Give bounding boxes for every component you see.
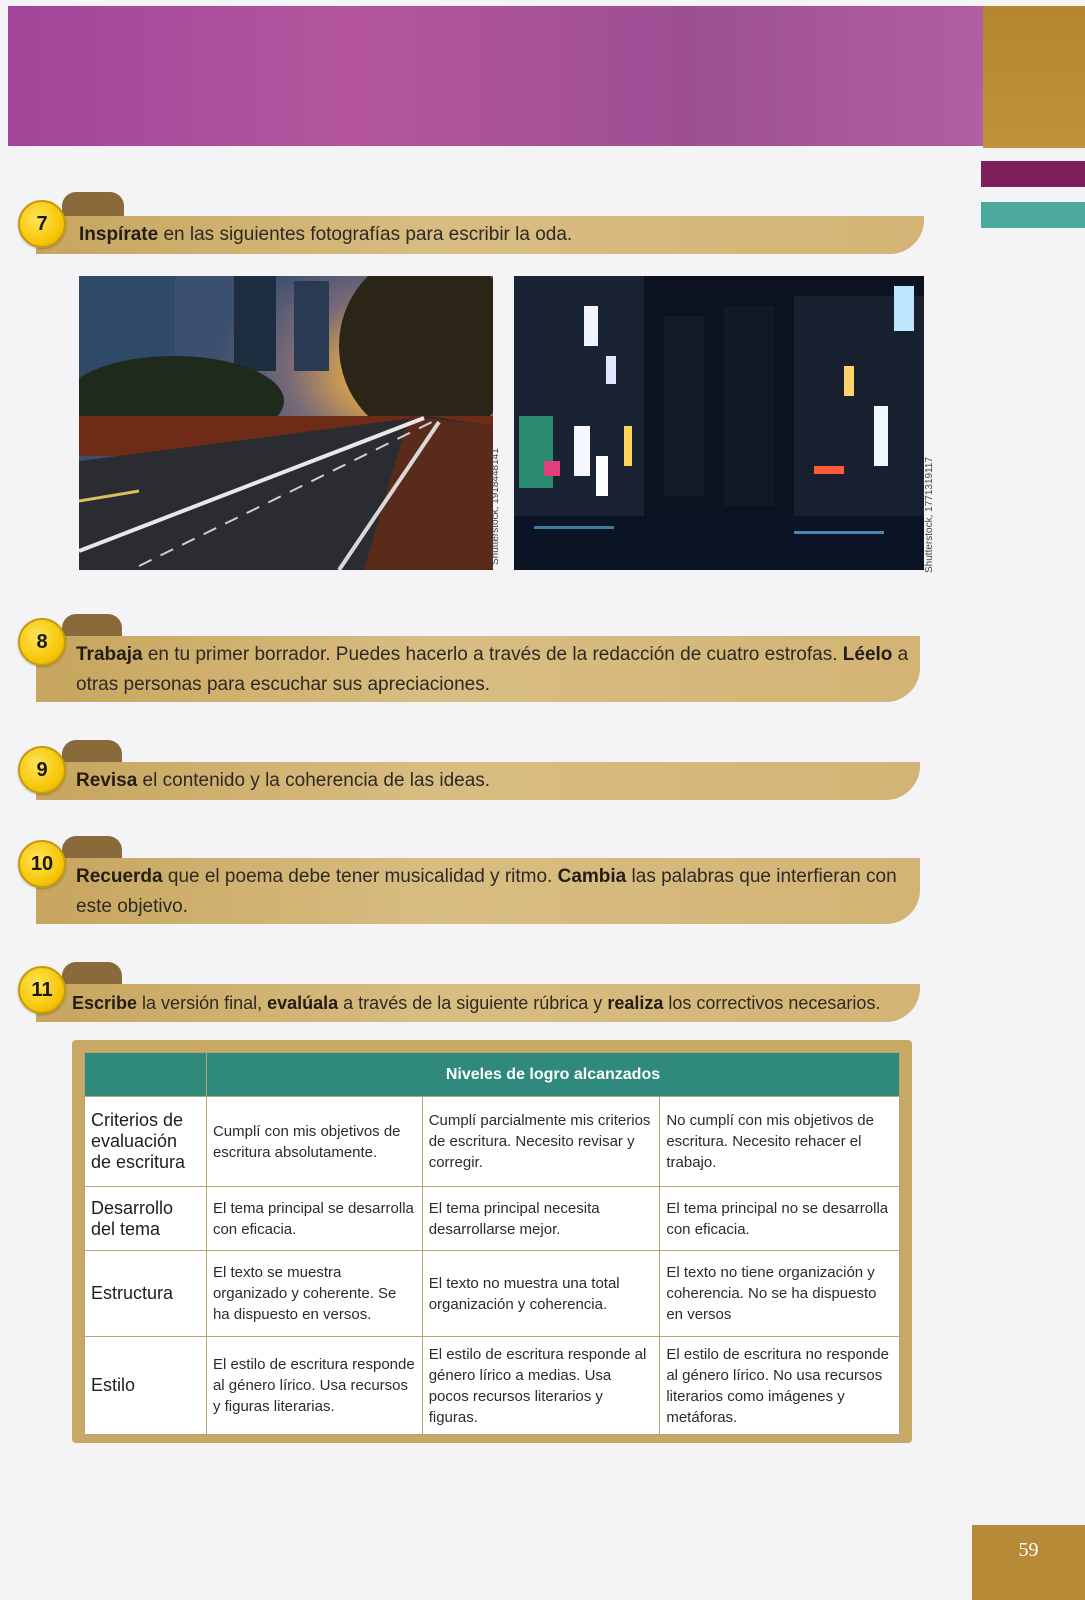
activity-7-number-badge <box>18 200 66 248</box>
rubric-cell-level-2: El texto no muestra una total organización y coherencia. <box>422 1251 660 1337</box>
rubric-criterion: Estilo <box>85 1337 207 1435</box>
activity-10-number-badge <box>18 840 66 888</box>
rubric-header-row <box>85 1053 900 1097</box>
activity-10-number: 10 <box>30 852 54 875</box>
photo-credit-right: Shutterstock, 1771319117 <box>924 456 935 573</box>
activity-10-bar <box>36 858 920 924</box>
city-sunset-road-image <box>79 276 493 570</box>
rubric-cell-level-2: Cumplí parcialmente mis criterios de escritura. Necesito revisar y corregir. <box>422 1097 660 1187</box>
rubric-header-title: Niveles de logro alcanzados <box>206 1053 899 1097</box>
activity-8-bold-a: Trabaja <box>76 644 143 665</box>
activity-11-bold-c: realiza <box>607 993 664 1013</box>
rubric-criterion: Criterios de evaluación de escritura <box>85 1097 207 1187</box>
rubric-cell-level-1: El tema principal se desarrolla con eficacia. <box>206 1187 422 1251</box>
activity-9-bold: Revisa <box>76 770 138 791</box>
neon-city-image <box>514 276 924 570</box>
rubric-cell-level-1: El estilo de escritura responde al género lírico. Usa recursos y figuras literarias. <box>206 1337 422 1435</box>
activity-11-text-b: a través de la siguiente rúbrica y <box>338 993 608 1013</box>
activity-8-text-b: a otras personas para escuchar sus apreciaciones. <box>76 644 909 695</box>
activity-10-bold-b: Cambia <box>557 866 627 887</box>
photo-credit-left: Shutterstock, 1918448141 <box>490 448 501 565</box>
activity-10-text-b: las palabras que interfieran con este objetivo. <box>76 866 897 917</box>
activity-9-number: 9 <box>36 758 48 781</box>
section-tab-teal <box>981 202 1085 228</box>
activity-7-tab <box>62 192 124 218</box>
rubric-header-empty <box>85 1053 207 1097</box>
activity-11-number: 11 <box>31 978 53 1001</box>
activity-8-bar <box>36 636 920 702</box>
activity-7-number: 7 <box>36 212 48 235</box>
activity-10-bold-a: Recuerda <box>76 866 163 887</box>
rubric-cell-level-2: El tema principal necesita desarrollarse mejor. <box>422 1187 660 1251</box>
activity-11-bold-b: evalúala <box>267 993 339 1013</box>
activity-11-text-a: la versión final, <box>137 993 268 1013</box>
rubric-cell-level-3: El texto no tiene organización y coherencia. No se ha dispuesto en versos <box>660 1251 900 1337</box>
rubric-cell-level-2: El estilo de escritura responde al género lírico a medias. Usa pocos recursos literarios y figuras. <box>422 1337 660 1435</box>
activity-11-bar <box>36 984 920 1022</box>
rubric-cell-level-1: Cumplí con mis objetivos de escritura absolutamente. <box>206 1097 422 1187</box>
activity-7-text: en las siguientes fotografías para escribir la oda. <box>158 224 573 245</box>
activity-11-text-c: los correctivos necesarios. <box>663 993 881 1013</box>
rubric-criterion: Desarrollo del tema <box>85 1187 207 1251</box>
activity-9-number-badge <box>18 746 66 794</box>
activity-8-text-a: en tu primer borrador. Puedes hacerlo a través de la redacción de cuatro estrofas. <box>142 644 843 665</box>
rubric-cell-level-3: No cumplí con mis objetivos de escritura. Necesito rehacer el trabajo. <box>660 1097 900 1187</box>
activity-10-text-a: que el poema debe tener musicalidad y ritmo. <box>162 866 558 887</box>
rubric-cell-level-3: El estilo de escritura no responde al género lírico. No usa recursos literarios como imágenes y metáforas. <box>660 1337 900 1435</box>
activity-8-bold-b: Léelo <box>842 644 893 665</box>
city-sunset-road-photo <box>79 276 493 570</box>
activity-11-bold-a: Escribe <box>72 993 138 1013</box>
activity-9-bar <box>36 762 920 800</box>
section-tab-purple <box>981 161 1085 187</box>
activity-9-text: el contenido y la coherencia de las ideas. <box>137 770 491 791</box>
neon-city-photo <box>514 276 924 570</box>
header-color-band <box>8 6 983 146</box>
activity-8-number: 8 <box>36 630 48 653</box>
rubric-row <box>85 1187 900 1251</box>
corner-gold-block <box>983 6 1085 148</box>
activity-8-number-badge <box>18 618 66 666</box>
rubric-row <box>85 1097 900 1187</box>
rubric-table <box>84 1052 900 1435</box>
activity-11-number-badge <box>18 966 66 1014</box>
rubric-cell-level-1: El texto se muestra organizado y coherente. Se ha dispuesto en versos. <box>206 1251 422 1337</box>
activity-7-bold: Inspírate <box>79 224 159 245</box>
rubric-cell-level-3: El tema principal no se desarrolla con eficacia. <box>660 1187 900 1251</box>
page-number: 59 <box>972 1525 1085 1600</box>
activity-7-bar <box>36 216 924 254</box>
rubric-criterion: Estructura <box>85 1251 207 1337</box>
rubric-row <box>85 1337 900 1435</box>
rubric-row <box>85 1251 900 1337</box>
